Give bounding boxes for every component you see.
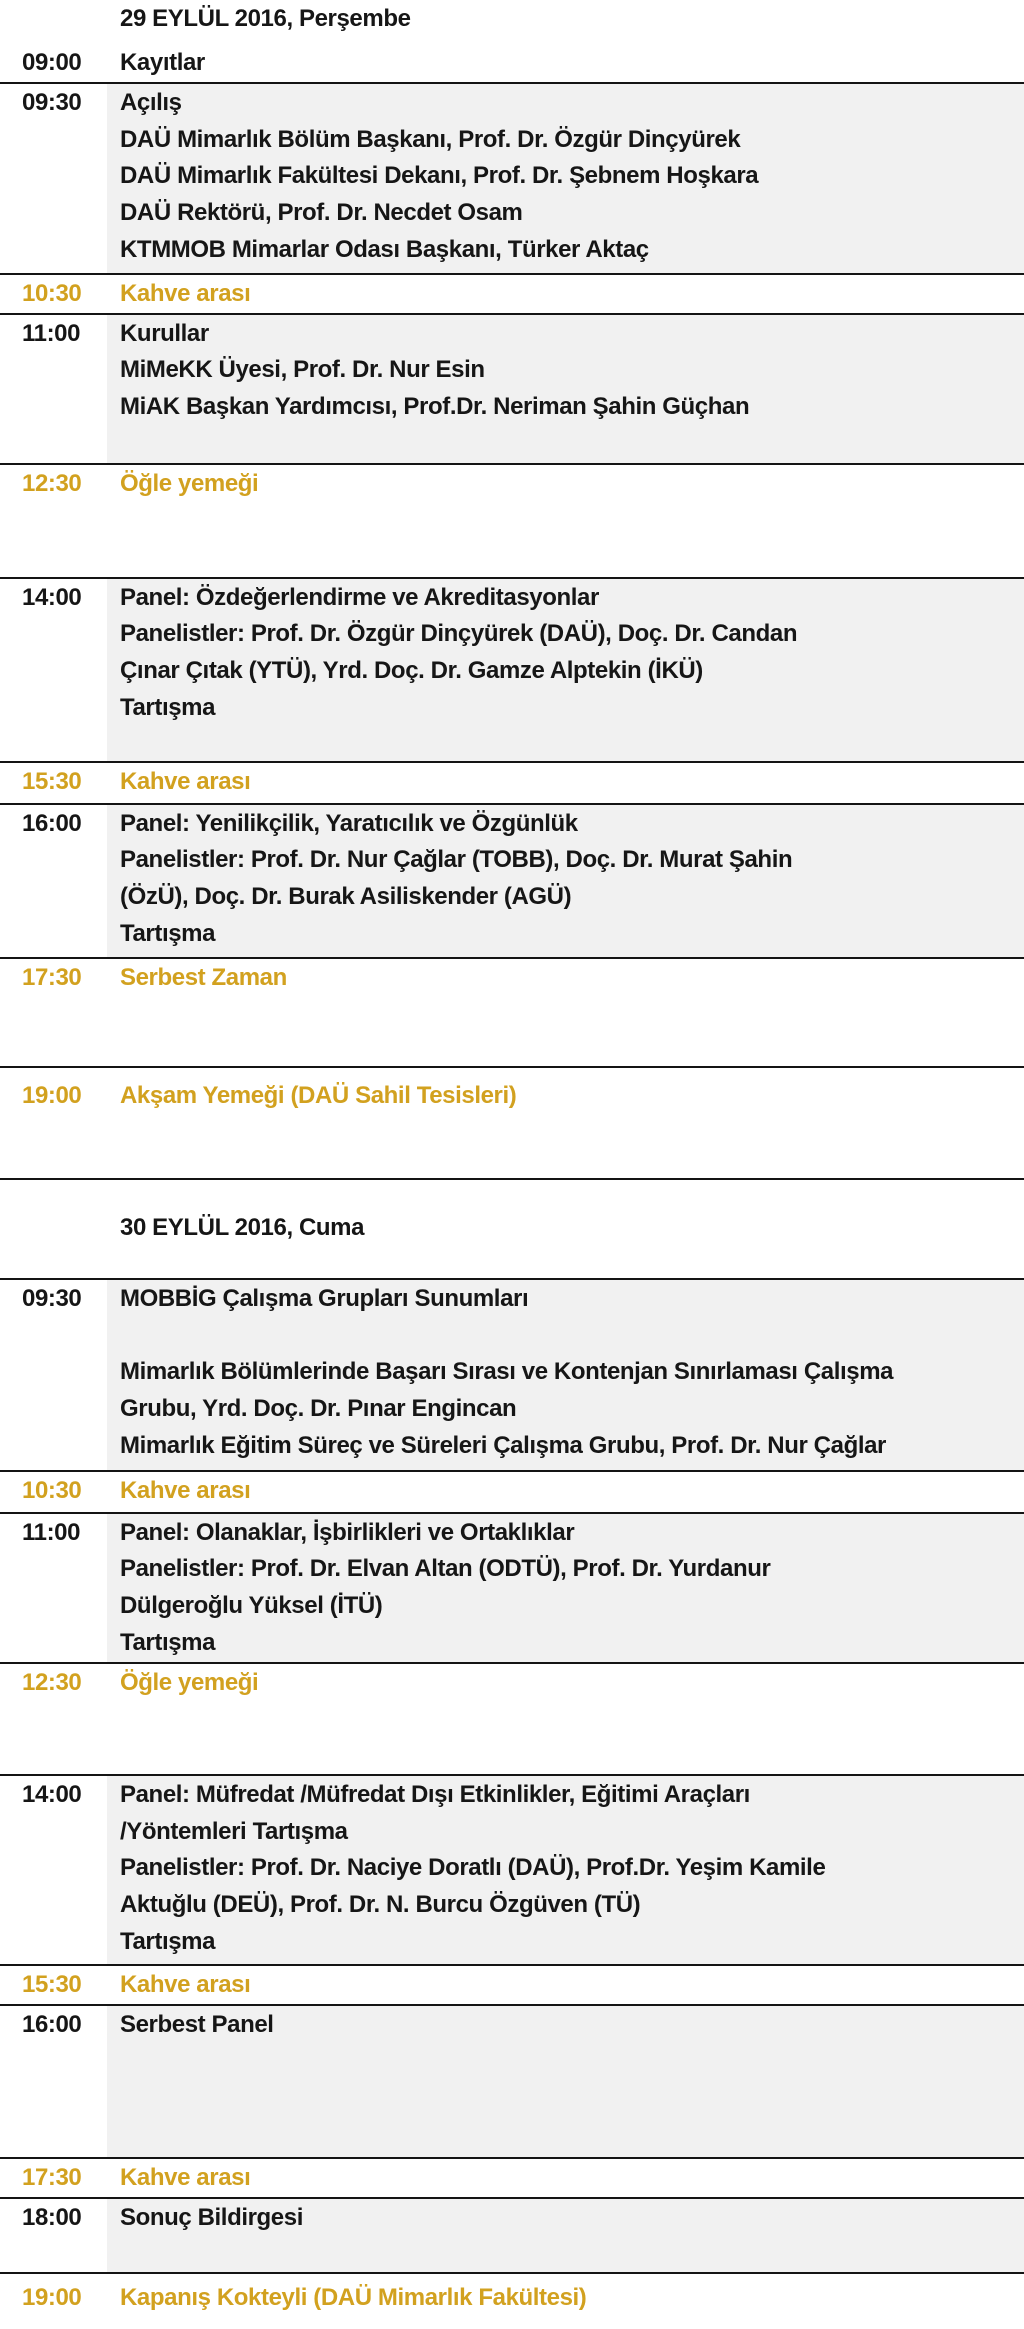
event-cell bbox=[107, 84, 1024, 273]
event-line: Mimarlık Eğitim Süreç ve Süreleri Çalışma Grubu, Prof. Dr. Nur Çağlar bbox=[120, 1431, 886, 1459]
event-cell bbox=[107, 1966, 1024, 2004]
event-line: Açılış bbox=[120, 88, 182, 116]
break-label: Kahve arası bbox=[120, 2163, 251, 2191]
break-row bbox=[0, 1472, 1024, 1514]
break-label: Kahve arası bbox=[120, 1476, 251, 1504]
event-cell bbox=[107, 315, 1024, 463]
event-line: Panelistler: Prof. Dr. Özgür Dinçyürek (DAÜ), Doç. Dr. Candan bbox=[120, 620, 798, 648]
event-row bbox=[0, 84, 1024, 275]
break-label: Kapanış Kokteyli (DAÜ Mimarlık Fakültesi) bbox=[120, 2283, 587, 2311]
break-row bbox=[0, 959, 1024, 1068]
event-line: MOBBİG Çalışma Grupları Sunumları bbox=[120, 1284, 529, 1312]
event-cell bbox=[107, 1664, 1024, 1774]
break-label: Akşam Yemeği (DAÜ Sahil Tesisleri) bbox=[120, 1081, 517, 1109]
event-cell bbox=[107, 1068, 1024, 1178]
event-line: Panelistler: Prof. Dr. Elvan Altan (ODTÜ), Prof. Dr. Yurdanur bbox=[120, 1555, 771, 1583]
break-label: Öğle yemeği bbox=[120, 469, 259, 497]
event-row bbox=[0, 1776, 1024, 1966]
event-row bbox=[0, 579, 1024, 763]
event-row bbox=[0, 1514, 1024, 1664]
time-cell: 17:30 bbox=[22, 963, 82, 991]
time-cell: 15:30 bbox=[22, 767, 82, 795]
event-cell bbox=[107, 2006, 1024, 2157]
time-cell: 09:30 bbox=[22, 1284, 82, 1312]
time-cell: 15:30 bbox=[22, 1970, 82, 1998]
event-line: KTMMOB Mimarlar Odası Başkanı, Türker Aktaç bbox=[120, 235, 649, 263]
time-cell bbox=[0, 0, 107, 44]
event-cell bbox=[107, 959, 1024, 1066]
event-line: Grubu, Yrd. Doç. Dr. Pınar Engincan bbox=[120, 1394, 517, 1422]
time-cell: 10:30 bbox=[22, 1476, 82, 1504]
time-cell: 12:30 bbox=[22, 469, 82, 497]
time-cell: 17:30 bbox=[22, 2163, 82, 2191]
event-line: Kurullar bbox=[120, 319, 209, 347]
event-row bbox=[0, 805, 1024, 959]
event-line: /Yöntemleri Tartışma bbox=[120, 1817, 348, 1845]
break-label: Serbest Zaman bbox=[120, 963, 287, 991]
day-title: 30 EYLÜL 2016, Cuma bbox=[120, 1213, 365, 1241]
time-cell: 12:30 bbox=[22, 1668, 82, 1696]
event-row bbox=[0, 315, 1024, 465]
event-cell bbox=[107, 2159, 1024, 2197]
event-line: Sonuç Bildirgesi bbox=[120, 2203, 303, 2231]
time-cell: 19:00 bbox=[22, 2283, 82, 2311]
break-row bbox=[0, 275, 1024, 315]
time-cell: 18:00 bbox=[22, 2203, 82, 2231]
event-line: DAÜ Mimarlık Fakültesi Dekanı, Prof. Dr. Şebnem Hoşkara bbox=[120, 162, 759, 190]
time-cell: 11:00 bbox=[22, 1518, 81, 1546]
event-cell bbox=[107, 1514, 1024, 1662]
event-line: Çınar Çıtak (YTÜ), Yrd. Doç. Dr. Gamze Alptekin (İKÜ) bbox=[120, 657, 703, 685]
event-cell bbox=[107, 1776, 1024, 1964]
day-title: 29 EYLÜL 2016, Perşembe bbox=[120, 5, 411, 32]
break-label: Öğle yemeği bbox=[120, 1668, 259, 1696]
event-row bbox=[0, 44, 1024, 84]
time-cell: 14:00 bbox=[22, 583, 82, 611]
time-cell: 09:30 bbox=[22, 88, 82, 116]
break-label: Kahve arası bbox=[120, 279, 251, 307]
event-line: MiAK Başkan Yardımcısı, Prof.Dr. Neriman Şahin Güçhan bbox=[120, 393, 750, 421]
event-cell bbox=[107, 465, 1024, 577]
day-header-row bbox=[0, 1180, 1024, 1280]
time-cell: 14:00 bbox=[22, 1780, 82, 1808]
event-cell bbox=[107, 275, 1024, 313]
event-line: Panelistler: Prof. Dr. Naciye Doratlı (DAÜ), Prof.Dr. Yeşim Kamile bbox=[120, 1854, 826, 1882]
event-line: DAÜ Rektörü, Prof. Dr. Necdet Osam bbox=[120, 199, 523, 227]
event-row bbox=[0, 2006, 1024, 2159]
event-cell bbox=[107, 1472, 1024, 1512]
event-line bbox=[120, 1317, 1008, 1354]
event-line: Panelistler: Prof. Dr. Nur Çağlar (TOBB), Doç. Dr. Murat Şahin bbox=[120, 846, 793, 874]
event-line: Dülgeroğlu Yüksel (İTÜ) bbox=[120, 1592, 383, 1620]
break-row bbox=[0, 1664, 1024, 1776]
event-line: Tartışma bbox=[120, 919, 216, 947]
event-cell bbox=[107, 805, 1024, 957]
break-row bbox=[0, 2274, 1024, 2329]
break-row bbox=[0, 2159, 1024, 2199]
event-line: DAÜ Mimarlık Bölüm Başkanı, Prof. Dr. Özgür Dinçyürek bbox=[120, 125, 741, 153]
break-row bbox=[0, 465, 1024, 579]
event-line: Panel: Müfredat /Müfredat Dışı Etkinlikler, Eğitimi Araçları bbox=[120, 1780, 750, 1808]
event-row bbox=[0, 2199, 1024, 2274]
break-row bbox=[0, 1068, 1024, 1180]
event-line: (ÖzÜ), Doç. Dr. Burak Asiliskender (AGÜ) bbox=[120, 883, 572, 911]
time-cell: 10:30 bbox=[22, 279, 82, 307]
break-label: Kahve arası bbox=[120, 1970, 251, 1998]
event-cell bbox=[107, 579, 1024, 761]
event-line: MiMeKK Üyesi, Prof. Dr. Nur Esin bbox=[120, 356, 485, 384]
event-line: Kayıtlar bbox=[120, 49, 205, 76]
time-cell: 09:00 bbox=[22, 49, 82, 76]
time-cell: 11:00 bbox=[22, 319, 81, 347]
break-row bbox=[0, 1966, 1024, 2006]
event-line: Tartışma bbox=[120, 693, 216, 721]
event-cell bbox=[107, 1180, 1024, 1278]
event-cell bbox=[107, 0, 1024, 44]
event-line: Panel: Yenilikçilik, Yaratıcılık ve Özgünlük bbox=[120, 809, 578, 837]
time-cell bbox=[0, 1180, 107, 1278]
event-line: Mimarlık Bölümlerinde Başarı Sırası ve Kontenjan Sınırlaması Çalışma bbox=[120, 1358, 894, 1386]
event-cell bbox=[107, 2199, 1024, 2272]
event-line: Aktuğlu (DEÜ), Prof. Dr. N. Burcu Özgüven (TÜ) bbox=[120, 1891, 641, 1919]
event-cell bbox=[107, 763, 1024, 803]
day-header-row bbox=[0, 0, 1024, 44]
event-cell bbox=[107, 44, 1024, 82]
time-cell: 16:00 bbox=[22, 809, 82, 837]
break-label: Kahve arası bbox=[120, 767, 251, 795]
event-line: Serbest Panel bbox=[120, 2010, 274, 2038]
time-cell: 16:00 bbox=[22, 2010, 82, 2038]
event-line: Tartışma bbox=[120, 1927, 216, 1955]
time-cell: 19:00 bbox=[22, 1081, 82, 1109]
event-line: Tartışma bbox=[120, 1628, 216, 1656]
event-row bbox=[0, 1280, 1024, 1472]
event-line: Panel: Özdeğerlendirme ve Akreditasyonlar bbox=[120, 583, 599, 611]
event-line: Panel: Olanaklar, İşbirlikleri ve Ortaklıklar bbox=[120, 1518, 575, 1546]
break-row bbox=[0, 763, 1024, 805]
event-cell bbox=[107, 1280, 1024, 1470]
event-cell bbox=[107, 2274, 1024, 2329]
